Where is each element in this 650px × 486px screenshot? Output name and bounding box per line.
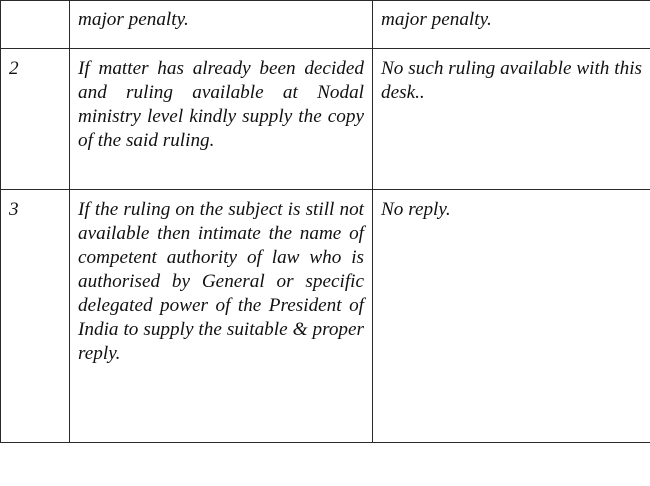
- reply-cell: No such ruling available with this desk..: [373, 49, 650, 190]
- reply-cell: No reply.: [373, 190, 650, 443]
- query-cell: If matter has already been decided and ruling available at Nodal ministry level kindly supply the copy of the said ruling.: [70, 49, 373, 190]
- row-number-cell: 2: [1, 49, 70, 190]
- row-number-cell: [1, 1, 70, 49]
- query-cell: If the ruling on the subject is still not available then intimate the name of competent authority of law who is authorised by General or specific delegated power of the President of India to supply the suitable & proper reply.: [70, 190, 373, 443]
- table-row: [1, 49, 650, 190]
- table-row: [1, 190, 650, 443]
- reply-cell: major penalty.: [373, 1, 650, 49]
- row-number-cell: 3: [1, 190, 70, 443]
- table-row: [1, 1, 650, 49]
- query-cell: major penalty.: [70, 1, 373, 49]
